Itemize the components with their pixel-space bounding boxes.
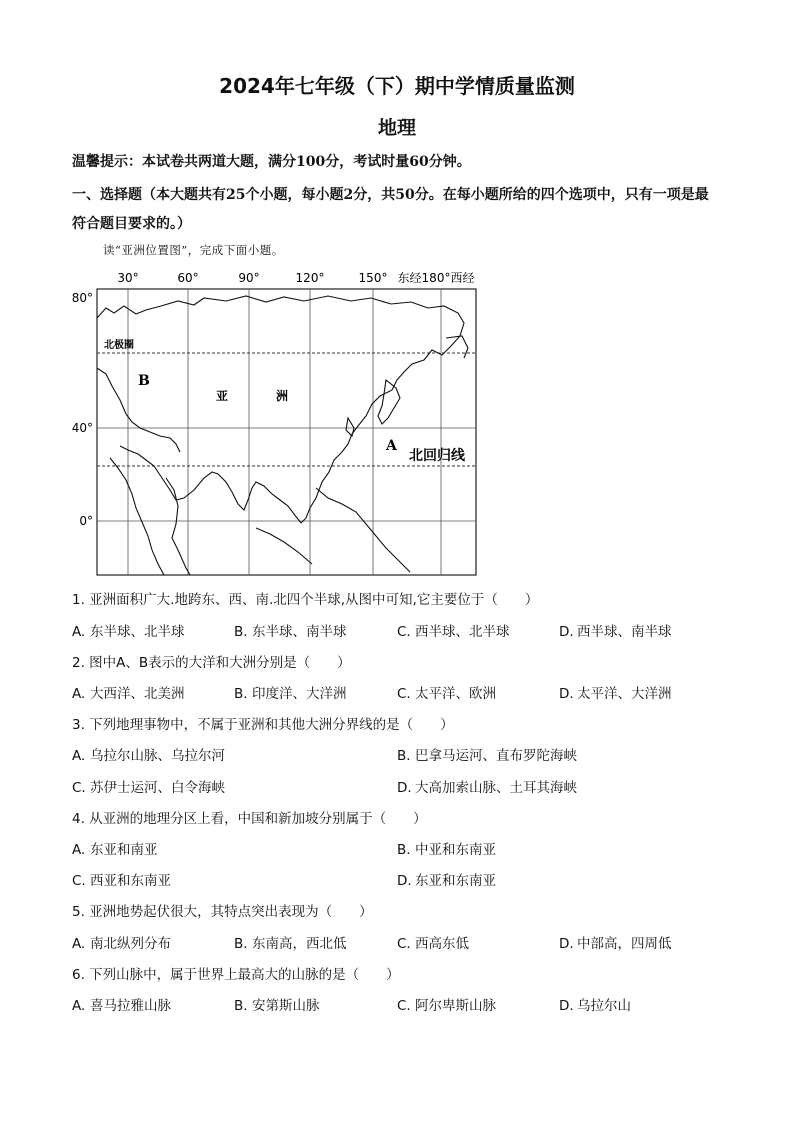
option-text: 喜马拉雅山脉 <box>90 998 171 1014</box>
option-a[interactable] <box>72 932 171 952</box>
question-stem: 6. 下列山脉中，属于世界上最高大的山脉的是（ ） <box>72 967 400 983</box>
option-text: 乌拉尔山脉、乌拉尔河 <box>90 748 225 764</box>
option-key: C. <box>72 780 86 796</box>
section-heading: 一、选择题（本大题共有25个小题，每小题2分，共50分。在每小题所给的四个选项中，只有一项是最符合题目要求的。） <box>72 187 709 232</box>
subject-title: 地理 <box>377 117 416 139</box>
option-key: A. <box>72 842 86 858</box>
asia-label-char: 洲 <box>276 389 289 403</box>
option-d[interactable] <box>397 869 496 889</box>
lat-label: 80° <box>71 291 93 305</box>
option-key: C. <box>397 936 411 952</box>
option-text: 大高加索山脉、土耳其海峡 <box>415 780 577 796</box>
option-key: A. <box>72 748 86 764</box>
option-c[interactable] <box>397 682 496 702</box>
option-text: 太平洋、大洋洲 <box>577 686 672 702</box>
option-key: B. <box>234 686 248 702</box>
option-a[interactable] <box>72 838 158 858</box>
option-text: 苏伊士运河、白令海峡 <box>90 780 225 796</box>
option-key: D. <box>559 998 574 1014</box>
question-stem: 3. 下列地理事物中，不属于亚洲和其他大洲分界线的是（ ） <box>72 717 454 733</box>
asia-label-char: 亚 <box>216 389 229 403</box>
tropic-label: 北回归线 <box>409 448 465 464</box>
option-text: 阿尔卑斯山脉 <box>415 998 496 1014</box>
option-text: 中部高，四周低 <box>577 936 672 952</box>
option-b[interactable] <box>234 932 347 952</box>
option-text: 大西洋、北美洲 <box>90 686 185 702</box>
option-b[interactable] <box>397 838 496 858</box>
option-text: 东半球、南半球 <box>252 624 347 640</box>
option-text: 东半球、北半球 <box>90 624 185 640</box>
option-key: D. <box>559 936 574 952</box>
option-key: A. <box>72 624 86 640</box>
map-graticule <box>97 289 476 575</box>
option-d[interactable] <box>397 776 577 796</box>
option-c[interactable] <box>397 994 496 1014</box>
option-key: D. <box>559 624 574 640</box>
option-text: 乌拉尔山 <box>577 998 631 1014</box>
lon-label: 90° <box>238 271 260 285</box>
lon-label: 150° <box>358 271 388 285</box>
asia-location-map <box>66 268 486 578</box>
option-a[interactable] <box>72 994 171 1014</box>
question-stem: 5. 亚洲地势起伏很大，其特点突出表现为（ ） <box>72 904 373 920</box>
option-key: A. <box>72 998 86 1014</box>
option-text: 太平洋、欧洲 <box>415 686 496 702</box>
option-text: 东南高，西北低 <box>252 936 347 952</box>
question-stem: 1. 亚洲面积广大.地跨东、西、南.北四个半球,从图中可知,它主要位于（ ） <box>72 592 539 608</box>
option-c[interactable] <box>397 620 510 640</box>
option-key: D. <box>397 780 412 796</box>
option-a[interactable] <box>72 620 185 640</box>
option-b[interactable] <box>234 620 347 640</box>
option-d[interactable] <box>559 620 672 640</box>
option-key: B. <box>397 842 411 858</box>
marker-b: B <box>138 373 150 389</box>
option-text: 西亚和东南亚 <box>90 873 171 889</box>
map-frame <box>97 289 476 575</box>
option-c[interactable] <box>72 869 171 889</box>
option-text: 印度洋、大洋洲 <box>252 686 347 702</box>
option-a[interactable] <box>72 682 185 702</box>
option-b[interactable] <box>234 994 320 1014</box>
question-stem: 4. 从亚洲的地理分区上看，中国和新加坡分别属于（ ） <box>72 811 427 827</box>
coastline <box>97 296 468 575</box>
option-text: 中亚和东南亚 <box>415 842 496 858</box>
option-a[interactable] <box>72 744 225 764</box>
option-c[interactable] <box>397 932 469 952</box>
option-d[interactable] <box>559 932 672 952</box>
question-stem: 2. 图中A、B表示的大洋和大洲分别是（ ） <box>72 655 351 671</box>
option-text: 西半球、北半球 <box>415 624 510 640</box>
option-d[interactable] <box>559 682 672 702</box>
option-b[interactable] <box>397 744 577 764</box>
option-key: A. <box>72 686 86 702</box>
option-text: 东亚和东南亚 <box>415 873 496 889</box>
lon-label: 60° <box>177 271 199 285</box>
arctic-circle-label: 北极圈 <box>104 340 134 351</box>
option-text: 西高东低 <box>415 936 469 952</box>
option-text: 东亚和南亚 <box>90 842 158 858</box>
option-key: B. <box>234 936 248 952</box>
lat-label: 0° <box>79 514 93 528</box>
option-key: C. <box>397 624 411 640</box>
lon-label: 30° <box>117 271 139 285</box>
option-key: C. <box>397 998 411 1014</box>
option-text: 安第斯山脉 <box>252 998 320 1014</box>
lat-label: 40° <box>71 421 93 435</box>
option-text: 西半球、南半球 <box>577 624 672 640</box>
marker-a: A <box>386 438 397 454</box>
option-d[interactable] <box>559 994 631 1014</box>
option-key: D. <box>559 686 574 702</box>
option-key: A. <box>72 936 86 952</box>
option-c[interactable] <box>72 776 225 796</box>
option-text: 巴拿马运河、直布罗陀海峡 <box>415 748 577 764</box>
option-key: B. <box>234 624 248 640</box>
option-text: 南北纵列分布 <box>90 936 171 952</box>
option-key: B. <box>397 748 411 764</box>
option-key: C. <box>397 686 411 702</box>
exam-tip: 温馨提示：本试卷共两道大题，满分100分，考试时量60分钟。 <box>72 154 471 170</box>
map-instruction: 读“亚洲位置图”，完成下面小题。 <box>103 243 284 257</box>
option-key: C. <box>72 873 86 889</box>
lon-label: 120° <box>295 271 325 285</box>
option-key: B. <box>234 998 248 1014</box>
exam-title: 2024年七年级（下）期中学情质量监测 <box>219 74 575 98</box>
lon-label: 东经180°西经 <box>397 271 475 285</box>
option-key: D. <box>397 873 412 889</box>
option-b[interactable] <box>234 682 347 702</box>
